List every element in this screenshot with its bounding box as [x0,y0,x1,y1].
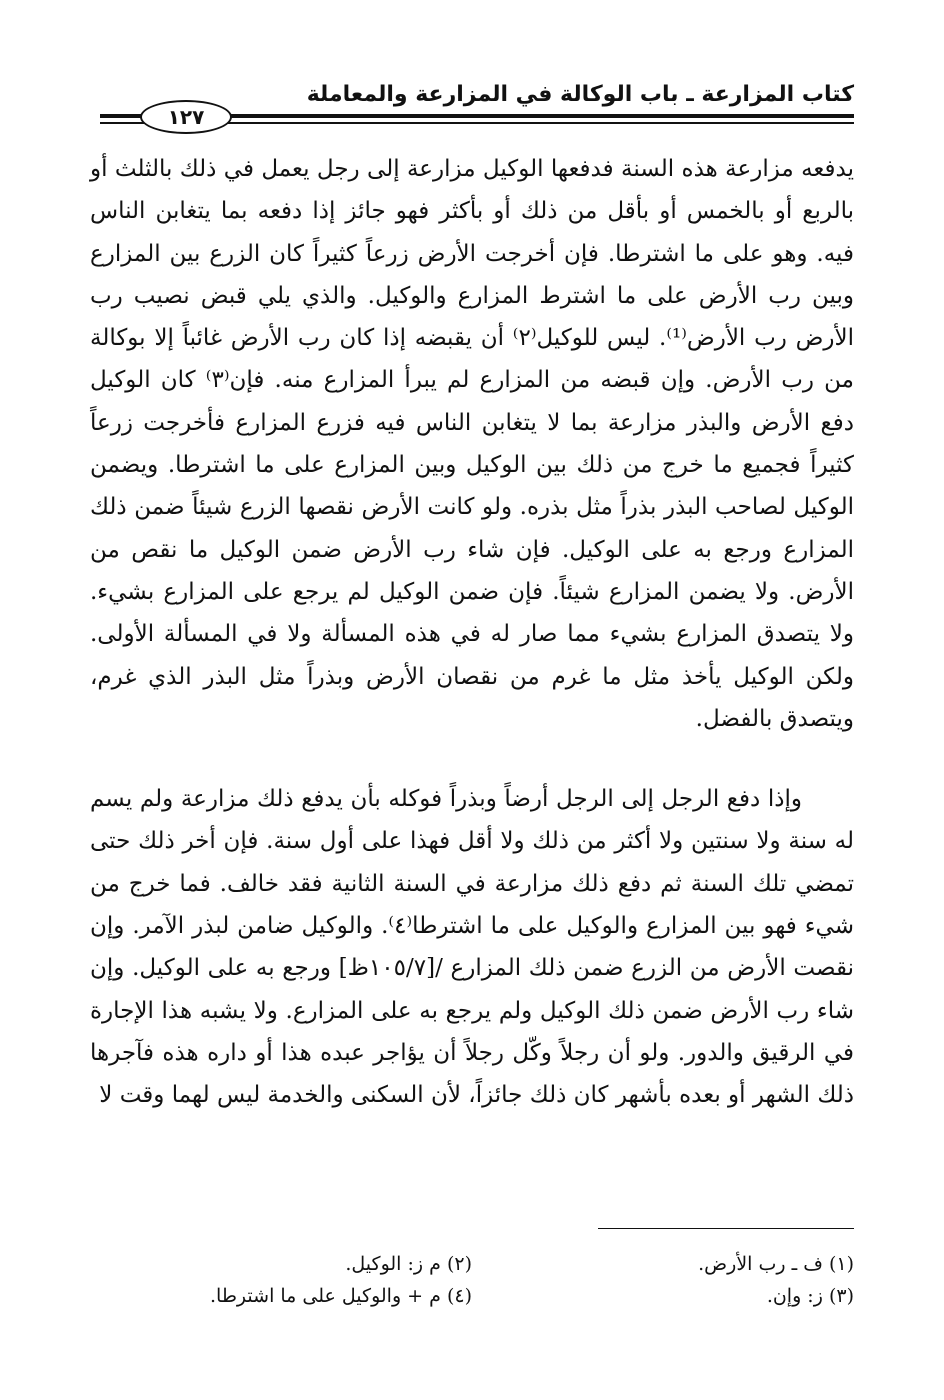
footnote-number: (٣) [828,1285,854,1307]
footnote-separator [598,1228,854,1229]
footnote-text: م + والوكيل على ما اشترطا. [209,1285,441,1307]
footnote-number: (٢) [446,1253,472,1275]
paragraph-1: يدفعه مزارعة هذه السنة فدفعها الوكيل مزارعة إلى رجل يعمل في ذلك بالثلث أو بالربع أو بالخمس أو بأقل من ذلك أو بأكثر فهو جائز إذا دفعه بما يتغابن الناس فيه. وهو على ما اشترطا. فإن أخرجت الأرض زرعاً كثيراً كان الزرع بين المزارع وبين رب الأرض على ما اشترط المزارع والوكيل. والذي يلي قبض نصيب رب الأرض رب الأرض⁽¹⁾. ليس للوكيل⁽٢⁾ أن يقبضه إذا كان رب الأرض غائباً إلا بوكالة من رب الأرض. وإن قبضه من المزارع لم يبرأ المزارع منه. فإن⁽٣⁾ كان الوكيل دفع الأرض والبذر مزارعة بما لا يتغابن الناس فيه فزرع المزارع فأخرجت زرعاً كثيراً فجميع ما خرج من ذلك بين الوكيل وبين المزارع على ما اشترطا. ويضمن الوكيل لصاحب البذر بذراً مثل بذره. ولو كانت الأرض نقصها الزرع شيئاً ضمن ذلك المزارع ورجع به على الوكيل. فإن شاء رب الأرض ضمن الوكيل ما نقص من الأرض. ولا يضمن المزارع شيئاً. فإن ضمن الوكيل لم يرجع على المزارع بشيء. ولا يتصدق المزارع بشيء مما صار له في هذه المسألة ولا في المسألة الأولى. ولكن الوكيل يأخذ مثل ما غرم من نقصان الأرض وبذراً مثل البذر الذي غرم، ويتصدق بالفضل. [90,156,855,732]
footnotes [90,1248,854,1312]
footnote-number: (٤) [446,1285,472,1307]
footnote-text: ز: وإن. [766,1285,823,1307]
footnote-number: (١) [828,1253,854,1275]
footnote-1 [472,1248,854,1280]
header-title: كتاب المزارعة ـ باب الوكالة في المزارعة والمعاملة [306,82,854,107]
page-number: ١٢٧ [167,105,205,129]
footnote-row [90,1280,854,1312]
footnote-text: ف ـ رب الأرض. [698,1253,823,1275]
body-text [90,148,854,1117]
footnote-4 [90,1280,472,1312]
footnote-row [90,1248,854,1280]
footnote-text: م ز: الوكيل. [345,1253,441,1275]
footnote-3 [472,1280,854,1312]
page-number-badge [140,100,232,134]
footnote-2 [90,1248,472,1280]
paragraph-2: وإذا دفع الرجل إلى الرجل أرضاً وبذراً فوكله بأن يدفع ذلك مزارعة ولم يسم له سنة ولا سنتين ولا أكثر من ذلك ولا أقل فهذا على أول سنة. فإن أخر ذلك حتى تمضي تلك السنة ثم دفع ذلك مزارعة في السنة الثانية فقد خالف. فما خرج من شيء فهو بين المزارع والوكيل على ما اشترطا⁽٤⁾. والوكيل ضامن لبذر الآمر. وإن نقصت الأرض من الزرع ضمن ذلك المزارع /[١٠٥/٧ظ] ورجع به على الوكيل. وإن شاء رب الأرض ضمن ذلك الوكيل ولم يرجع به على المزارع. ولا يشبه هذا الإجارة في الرقيق والدور. ولو أن رجلاً وكّل رجلاً أن يؤاجر عبده هذا أو داره هذه فآجرها ذلك الشهر أو بعده بأشهر كان ذلك جائزاً، لأن السكنى والخدمة ليس لهما وقت لا [90,786,855,1109]
